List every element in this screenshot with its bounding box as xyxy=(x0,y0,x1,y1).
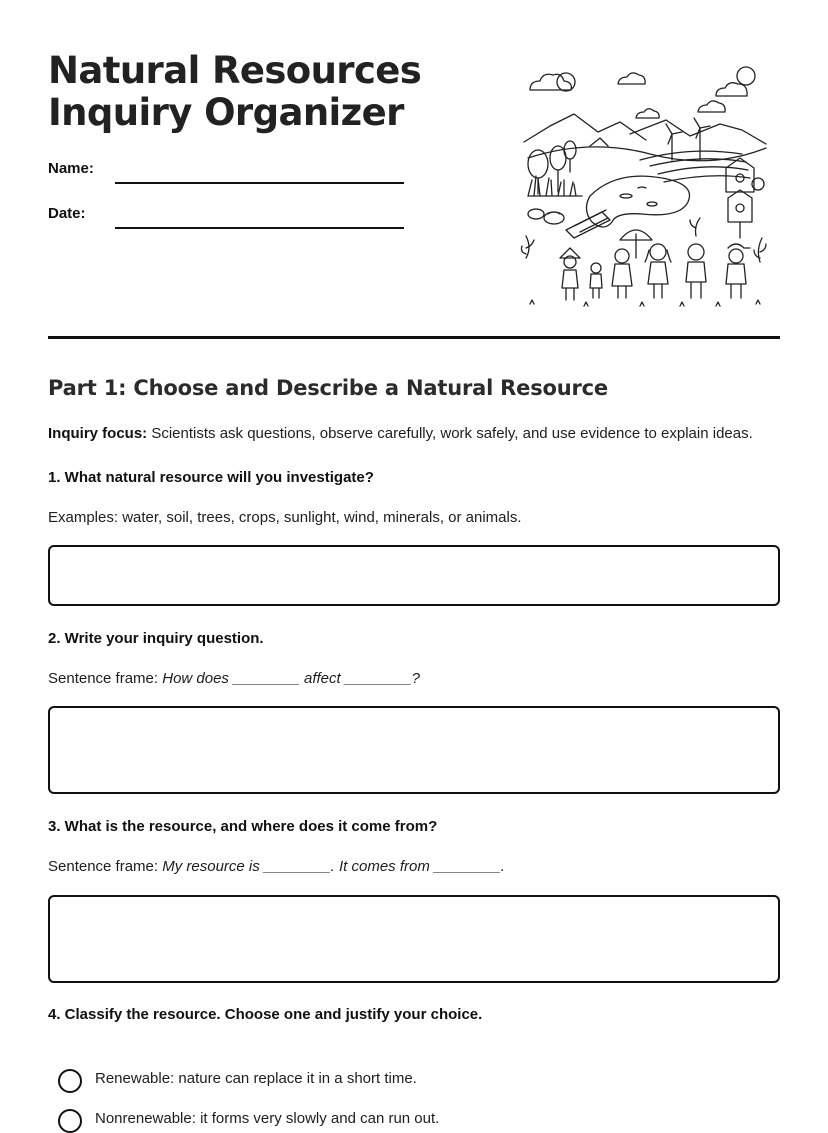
title-line-1: Natural Resources xyxy=(48,49,422,92)
title-line-2: Inquiry Organizer xyxy=(48,91,404,134)
cloud-icon xyxy=(618,73,645,84)
question-3: 3. What is the resource, and where does it come from? xyxy=(48,818,438,835)
answer-box-3[interactable] xyxy=(48,895,780,983)
renewable-radio[interactable] xyxy=(58,1069,82,1093)
frame-text: How does ________ affect ________? xyxy=(162,670,420,687)
frame-label: Sentence frame: xyxy=(48,858,163,875)
date-field[interactable] xyxy=(48,205,404,231)
option-label: Renewable: nature can replace it in a short time. xyxy=(95,1070,417,1087)
answer-box-1[interactable] xyxy=(48,545,780,606)
inquiry-focus xyxy=(48,425,753,442)
frame-text: My resource is ________. It comes from ________. xyxy=(162,858,505,875)
pond-icon xyxy=(586,176,689,227)
answer-box-2[interactable] xyxy=(48,706,780,794)
inquiry-focus-text: Scientists ask questions, observe carefully, work safely, and use evidence to explain ideas. xyxy=(147,425,753,442)
landscape-illustration xyxy=(520,62,772,310)
grass-icon xyxy=(530,300,760,306)
header-divider xyxy=(48,336,780,339)
nonrenewable-radio[interactable] xyxy=(58,1109,82,1133)
name-line[interactable] xyxy=(115,182,404,184)
part-1-title: Part 1: Choose and Describe a Natural Resource xyxy=(48,376,608,400)
option-label: Nonrenewable: it forms very slowly and can run out. xyxy=(95,1110,440,1127)
rocks-icon xyxy=(528,209,564,224)
inquiry-focus-label: Inquiry focus: xyxy=(48,425,148,442)
sun-icon xyxy=(737,67,755,85)
date-line[interactable] xyxy=(115,227,404,229)
frame-label: Sentence frame: xyxy=(48,670,163,687)
question-1-hint: Examples: water, soil, trees, crops, sunlight, wind, minerals, or animals. xyxy=(48,509,522,526)
crops-icon xyxy=(528,176,582,196)
umbrella-icon xyxy=(620,230,652,258)
cloud-icon xyxy=(636,83,747,118)
name-field[interactable] xyxy=(48,160,404,186)
question-2-frame xyxy=(48,670,420,687)
mountains-icon xyxy=(524,114,766,146)
name-label: Name: xyxy=(48,160,94,177)
cloud-icon xyxy=(530,73,575,91)
question-2: 2. Write your inquiry question. xyxy=(48,630,264,647)
children-icon xyxy=(560,244,750,300)
worksheet-title xyxy=(48,50,468,134)
worksheet-page xyxy=(48,0,780,1127)
question-4: 4. Classify the resource. Choose one and justify your choice. xyxy=(48,1006,483,1023)
question-3-frame xyxy=(48,858,505,875)
date-label: Date: xyxy=(48,205,86,222)
question-1: 1. What natural resource will you investigate? xyxy=(48,469,374,486)
